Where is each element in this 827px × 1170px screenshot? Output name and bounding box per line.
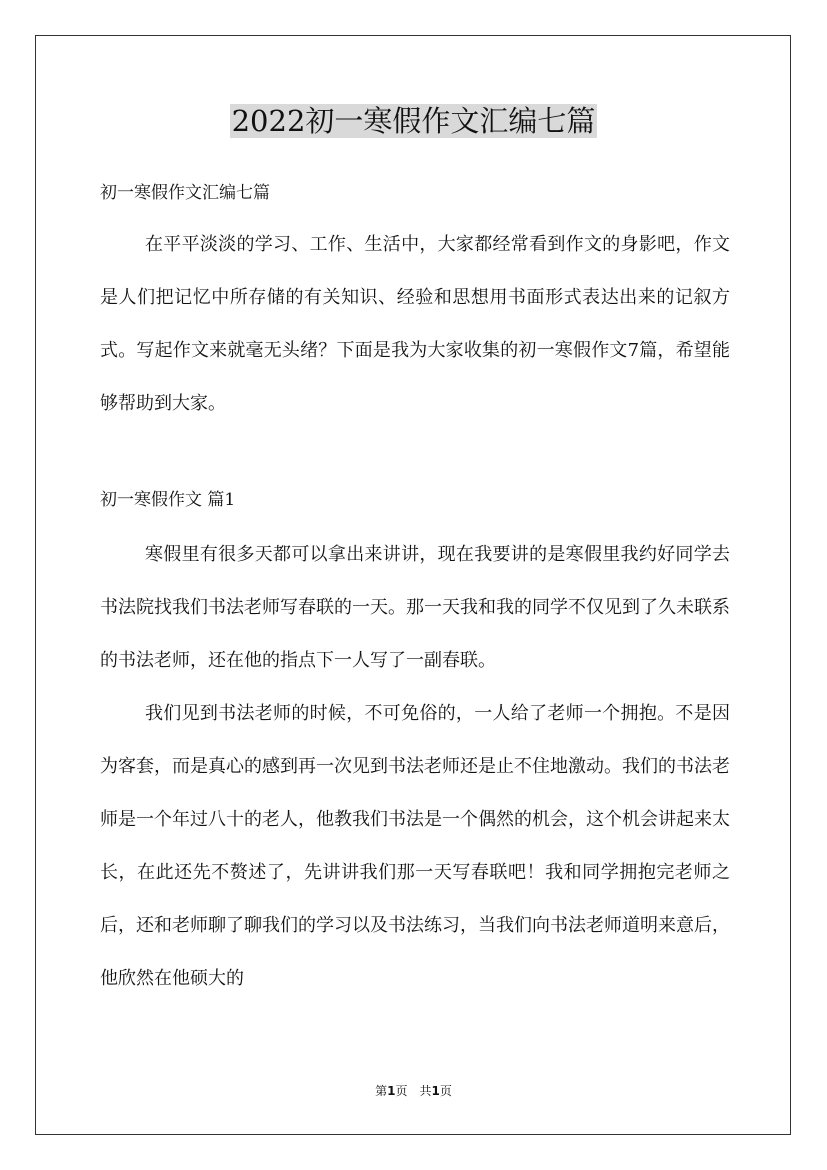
section-paragraph: 寒假里有很多天都可以拿出来讲讲，现在我要讲的是寒假里我约好同学去书法院找我们书法老师写春联的一天。那一天我和我的同学不仅见到了久未联系的书法老师，还在他的指点下一人写了一副春联。 [100, 544, 730, 671]
document-title [0, 100, 827, 142]
section-paragraph: 我们见到书法老师的时候，不可免俗的，一人给了老师一个拥抱。不是因为客套，而是真心的感到再一次见到书法老师还是止不住地激动。我们的书法老师是一个年过八十的老人，他教我们书法是一个偶然的机会，这个机会讲起来太长，在此还先不赘述了，先讲讲我们那一天写春联吧！我和同学拥抱完老师之后，还和老师聊了聊我们的学习以及书法练习，当我们向书法老师道明来意后，他欣然在他硕大的 [100, 703, 730, 989]
footer-total-pages: 1 [431, 1084, 440, 1098]
section-spacer [100, 430, 730, 484]
essay-section-1 [100, 484, 730, 1005]
document-subtitle: 初一寒假作文汇编七篇 [100, 183, 270, 203]
document-body [100, 177, 730, 1005]
footer-prefix: 第 [375, 1084, 388, 1098]
page-footer [0, 1083, 827, 1099]
footer-middle: 页 共 [395, 1084, 432, 1098]
document-title-text: 2022初一寒假作文汇编七篇 [231, 104, 596, 138]
footer-suffix: 页 [439, 1084, 452, 1098]
section-heading: 初一寒假作文 篇1 [100, 490, 236, 510]
intro-paragraph: 在平平淡淡的学习、工作、生活中，大家都经常看到作文的身影吧，作文是人们把记忆中所存储的有关知识、经验和思想用书面形式表达出来的记叙方式。写起作文来就毫无头绪？下面是我为大家收集的初一寒假作文7篇，希望能够帮助到大家。 [100, 234, 730, 414]
footer-current-page: 1 [387, 1084, 396, 1098]
